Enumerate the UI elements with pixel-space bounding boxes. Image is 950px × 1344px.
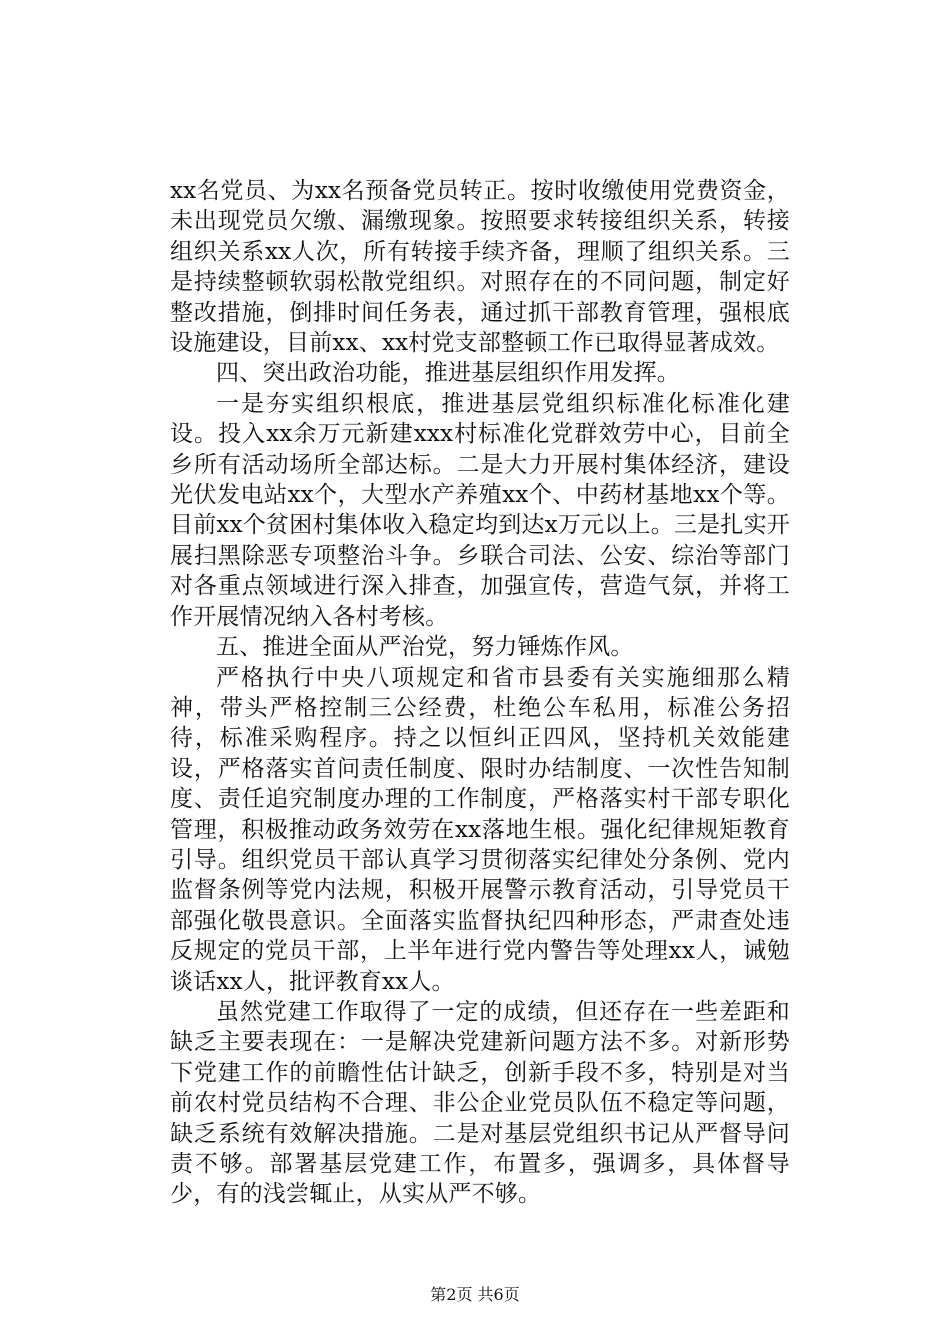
paragraph-continuation: xx名党员、为xx名预备党员转正。按时收缴使用党费资金，未出现党员欠缴、漏缴现象。按照要求转接组织关系，转接组织关系xx人次，所有转接手续齐备，理顺了组织关系。三是持续整顿软弱松散党组织。对照存在的不同问题，制定好整改措施，倒排时间任务表，通过抓干部教育管理，强根底设施建设，目前xx、xx村党支部整顿工作已取得显著成效。 (170, 178, 790, 357)
paragraph-section-4: 一是夯实组织根底，推进基层党组织标准化标准化建设。投入xx余万元新建xxx村标准化党群效劳中心，目前全乡所有活动场所全部达标。二是大力开展村集体经济，建设光伏发电站xx个，大型水产养殖xx个、中药材基地xx个等。目前xx个贫困村集体收入稳定均到达x万元以上。三是扎实开展扫黑除恶专项整治斗争。乡联合司法、公安、综治等部门对各重点领域进行深入排查，加强宣传，营造气氛，并将工作开展情况纳入各村考核。 (170, 390, 790, 630)
section-heading-4: 四、突出政治功能，推进基层组织作用发挥。 (216, 360, 680, 387)
page-number-footer: 第2页 共6页 (430, 1285, 520, 1304)
paragraph-section-5: 严格执行中央八项规定和省市县委有关实施细那么精神，带头严格控制三公经费，杜绝公车私用，标准公务招待，标准采购程序。持之以恒纠正四风，坚持机关效能建设，严格落实首问责任制度、限时办结制度、一次性告知制度、责任追究制度办理的工作制度，严格落实村干部专职化管理，积极推动政务效劳在xx落地生根。强化纪律规矩教育引导。组织党员干部认真学习贯彻落实纪律处分条例、党内监督条例等党内法规，积极开展警示教育活动，引导党员干部强化敬畏意识。全面落实监督执纪四种形态，严肃查处违反规定的党员干部，上半年进行党内警告等处理xx人，诫勉谈话xx人，批评教育xx人。 (170, 664, 790, 995)
paragraph-shortcomings: 虽然党建工作取得了一定的成绩，但还存在一些差距和缺乏主要表现在：一是解决党建新问题方法不多。对新形势下党建工作的前瞻性估计缺乏，创新手段不多，特别是对当前农村党员结构不合理、非公企业党员队伍不稳定等问题，缺乏系统有效解决措施。二是对基层党组织书记从严督导问责不够。部署基层党建工作，布置多，强调多，具体督导少，有的浅尝辄止，从实从严不够。 (170, 998, 790, 1208)
document-body (170, 176, 790, 1210)
section-heading-5: 五、推进全面从严治党，努力锤炼作风。 (216, 634, 634, 661)
